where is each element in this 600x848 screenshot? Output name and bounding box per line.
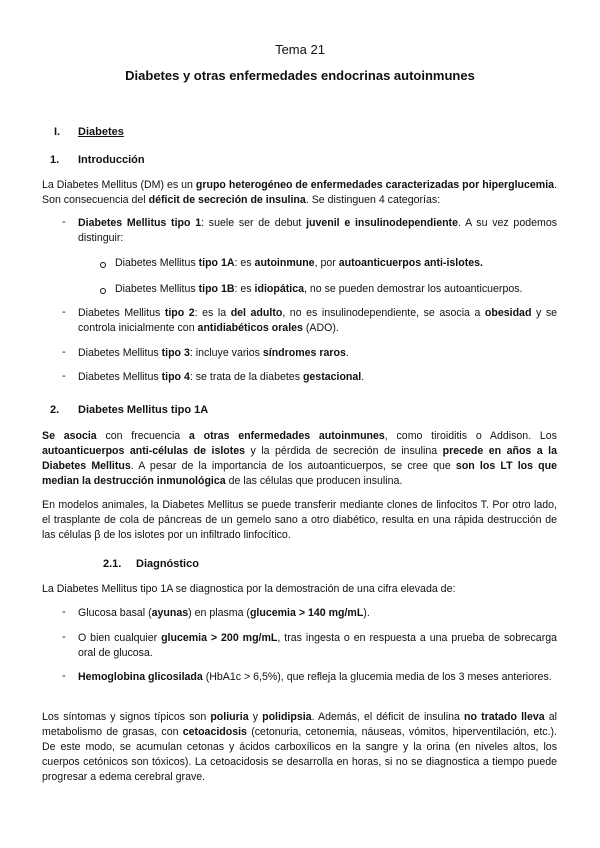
subsection-heading: Diagnóstico — [136, 558, 199, 570]
list-dash: - — [62, 631, 66, 643]
section-heading: Diabetes — [78, 126, 124, 138]
list-item-tipo3: Diabetes Mellitus tipo 3: incluye varios síndromes raros. — [78, 347, 349, 359]
circle-bullet-icon — [100, 288, 106, 294]
subsection-heading: Diabetes Mellitus tipo 1A — [78, 404, 209, 416]
circle-bullet-icon — [100, 262, 106, 268]
paragraph-animal-models: En modelos animales, la Diabetes Mellitus se puede transferir mediante clones de linfocitos T. Por otro lado, el trasplante de cola de páncreas de un gemelo sano a otro diabético, resulta en una rápida destrucción de las células β de los islotes por un infiltrado linfocítico. — [42, 499, 557, 541]
list-item-tipo2: Diabetes Mellitus tipo 2: es la del adulto, no es insulinodependiente, se asocia a obesidad y se controla inicialmente con antidiabéticos orales (ADO). — [78, 307, 558, 334]
list-dash: - — [62, 370, 66, 382]
diagnosis-item-2: O bien cualquier glucemia > 200 mg/mL, tras ingesta o en respuesta a una prueba de sobrecarga oral de glucosa. — [78, 632, 557, 659]
doc-subtitle: Diabetes y otras enfermedades endocrinas autoinmunes — [125, 68, 475, 83]
list-item-tipo1: Diabetes Mellitus tipo 1: suele ser de debut juvenil e insulinodependiente. A su vez podemos distinguir: — [78, 217, 558, 244]
subsection-number: 1. — [50, 154, 60, 166]
list-item-tipo4: Diabetes Mellitus tipo 4: se trata de la diabetes gestacional. — [78, 371, 365, 383]
diagnosis-item-3: Hemoglobina glicosilada (HbA1c > 6,5%), que refleja la glucemia media de los 3 meses anteriores. — [78, 671, 552, 683]
list-dash: - — [62, 670, 66, 682]
diagnosis-item-1: Glucosa basal (ayunas) en plasma (glucemia > 140 mg/mL). — [78, 607, 370, 619]
subsection-number: 2.1. — [103, 558, 122, 570]
intro-paragraph: La Diabetes Mellitus (DM) es un grupo heterogéneo de enfermedades caracterizadas por hiperglucemia. Son consecuencia del déficit de secreción de insulina. Se distinguen 4 categorías: — [42, 179, 557, 206]
list-dash: - — [62, 306, 66, 318]
subsection-number: 2. — [50, 404, 60, 416]
list-dash: - — [62, 606, 66, 618]
paragraph-tipo1a: Se asocia con frecuencia a otras enfermedades autoinmunes, como tiroiditis o Addison. Los autoanticuerpos anti-células de islotes y la pérdida de secreción de insulina precede en años a la Diabetes Mellitus. A pesar de la importancia de los autoanticuerpos, se cree que son los LT los que median la destrucción inmunológica de las células que producen insulina. — [42, 430, 557, 487]
doc-title: Tema 21 — [275, 42, 325, 57]
list-item-tipo1b: Diabetes Mellitus tipo 1B: es idiopática, no se pueden demostrar los autoanticuerpos. — [115, 283, 523, 295]
list-dash: - — [62, 216, 66, 228]
list-item-tipo1a: Diabetes Mellitus tipo 1A: es autoinmune, por autoanticuerpos anti-islotes. — [115, 257, 483, 269]
paragraph-symptoms: Los síntomas y signos típicos son poliuria y polidipsia. Además, el déficit de insulina no tratado lleva al metabolismo de grasas, con cetoacidosis (cetonuria, cetonemia, náuseas, vómitos, hiperventilación, etc.). De este modo, se acumulan cetonas y ácidos carboxílicos en la sangre y la orina (en niveles altos, los cuerpos cetónicos son tóxicos). La cetoacidosis se desarrolla en horas, si no se diagnostica a tiempo puede progresar a edema cerebral grave. — [42, 711, 558, 783]
subsection-heading: Introducción — [78, 154, 145, 166]
list-dash: - — [62, 346, 66, 358]
paragraph-diagnosis: La Diabetes Mellitus tipo 1A se diagnostica por la demostración de una cifra elevada de: — [42, 583, 456, 595]
section-number: I. — [54, 126, 61, 138]
